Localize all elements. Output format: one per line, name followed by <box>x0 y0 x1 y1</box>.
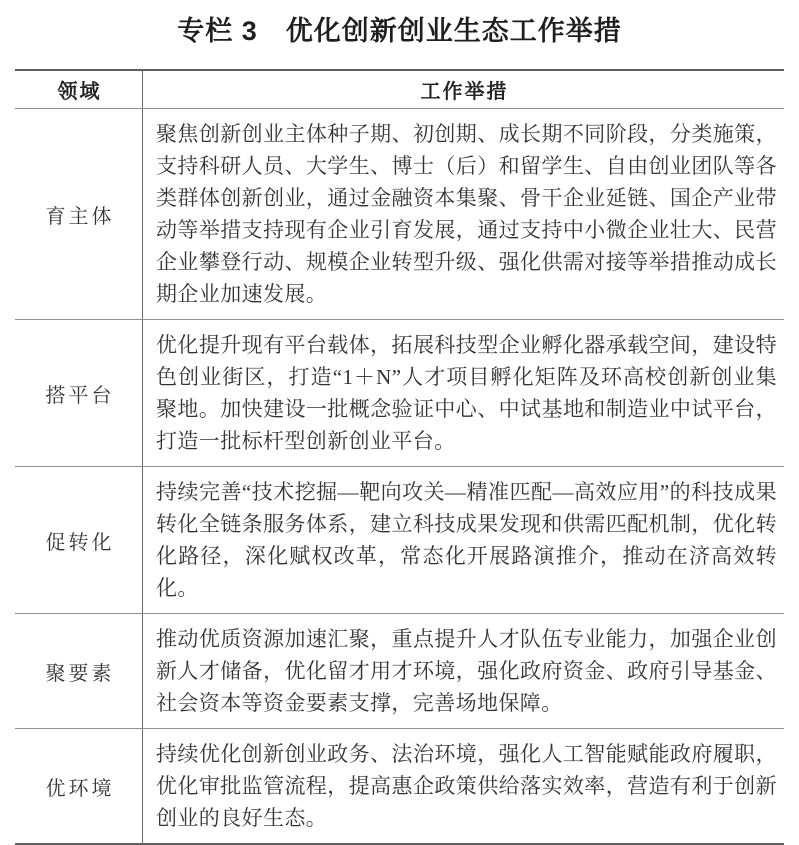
measures-text: 推动优质资源加速汇聚，重点提升人才队伍专业能力，加强企业创新人才储备，优化留才用才环境，强化政府资金、政府引导基金、社会资本等资金要素支撑，完善场地保障。 <box>156 627 777 715</box>
field-label: 优环境 <box>45 777 115 800</box>
measures-cell <box>143 729 784 843</box>
field-label: 促转化 <box>45 531 115 554</box>
page-title: 专栏 3 优化创新创业生态工作举措 <box>177 16 622 46</box>
measures-text: 优化提升现有平台载体，拓展科技型企业孵化器承载空间，建设特色创业街区，打造“1＋N”人才项目孵化矩阵及环高校创新创业集聚地。加快建设一批概念验证中心、中试基地和制造业中试平台，打造一批标杆型创新创业平台。 <box>156 333 777 453</box>
measures-cell <box>143 467 784 613</box>
table-header-row <box>15 71 784 109</box>
table-row-yuzhuti <box>15 109 784 320</box>
field-cell <box>15 614 143 728</box>
measures-text: 聚焦创新创业主体种子期、初创期、成长期不同阶段，分类施策，支持科研人员、大学生、博士（后）和留学生、自由创业团队等各类群体创新创业，通过金融资本集聚、骨干企业延链、国企产业带动等举措支持现有企业引育发展，通过支持中小微企业壮大、民营企业攀登行动、规模企业转型升级、强化供需对接等举措推动成长期企业加速发展。 <box>156 122 777 306</box>
measures-text: 持续优化创新创业政务、法治环境，强化人工智能赋能政府履职，优化审批监管流程，提高惠企政策供给落实效率，营造有利于创新创业的良好生态。 <box>156 742 777 830</box>
field-cell <box>15 109 143 319</box>
table-row-cuzhuanhua <box>15 467 784 614</box>
table-row-juyaosu <box>15 614 784 729</box>
column-header-field-label: 领域 <box>57 81 102 103</box>
measures-cell <box>143 109 784 319</box>
table-row-youhuanjing <box>15 729 784 843</box>
field-cell <box>15 320 143 466</box>
column-header-measures <box>143 71 784 108</box>
measures-text: 持续完善“技术挖掘—靶向攻关—精准匹配—高效应用”的科技成果转化全链条服务体系，建立科技成果发现和供需匹配机制，优化转化路径，深化赋权改革，常态化开展路演推介，推动在济高效转化。 <box>156 480 777 600</box>
field-label: 育主体 <box>45 205 115 228</box>
table-row-dapingtai <box>15 320 784 467</box>
measures-table <box>15 69 784 845</box>
field-label: 聚要素 <box>45 662 115 685</box>
field-cell <box>15 467 143 613</box>
measures-cell <box>143 614 784 728</box>
measures-cell <box>143 320 784 466</box>
field-cell <box>15 729 143 843</box>
column-header-measures-label: 工作举措 <box>420 81 509 103</box>
field-label: 搭平台 <box>45 384 115 407</box>
column-header-field <box>15 71 143 108</box>
